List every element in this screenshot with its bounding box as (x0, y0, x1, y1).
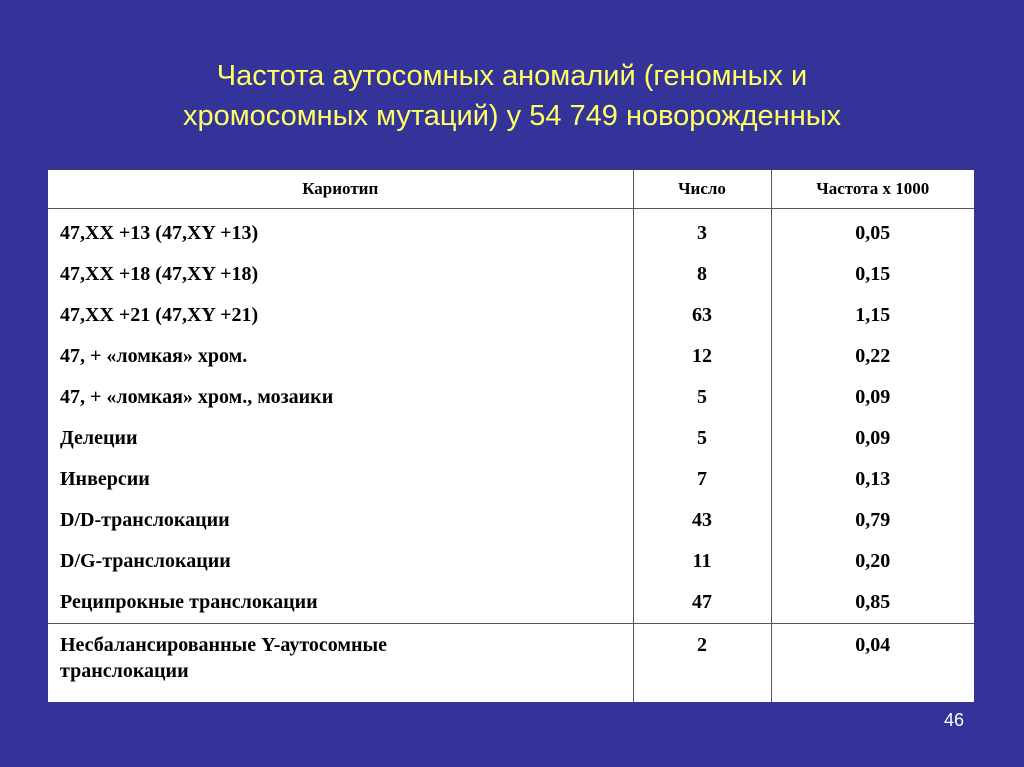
table-row (48, 209, 974, 255)
count-cell: 5 (633, 418, 771, 459)
table-body (48, 209, 974, 703)
count-cell: 12 (633, 336, 771, 377)
karyotype-cell: Делеции (48, 418, 633, 459)
table-row (48, 336, 974, 377)
count-cell: 11 (633, 541, 771, 582)
table-row (48, 254, 974, 295)
karyotype-cell: 47, + «ломкая» хром., мозаики (48, 377, 633, 418)
karyotype-table-container (48, 170, 974, 702)
table-header (48, 170, 974, 209)
header-frequency: Частота х 1000 (771, 170, 974, 209)
frequency-cell: 0,15 (855, 263, 891, 285)
frequency-cell: 0,09 (855, 427, 891, 449)
count-cell: 8 (633, 254, 771, 295)
frequency-cell: 0,22 (855, 345, 891, 367)
karyotype-cell: Несбалансированные Y-аутосомные транслокации (48, 624, 633, 703)
table-row (48, 541, 974, 582)
count-cell: 5 (633, 377, 771, 418)
table-header-row (48, 170, 974, 209)
count-cell: 2 (633, 624, 771, 703)
count-cell: 43 (633, 500, 771, 541)
karyotype-cell: 47,ХХ +13 (47,ХY +13) (48, 209, 633, 255)
table-row (48, 624, 974, 703)
table-row (48, 582, 974, 624)
count-cell: 3 (633, 209, 771, 255)
table-row (48, 500, 974, 541)
frequency-cell: 0,85 (855, 591, 891, 613)
table-row (48, 295, 974, 336)
karyotype-frequency-table (48, 170, 974, 702)
table-row (48, 418, 974, 459)
karyotype-cell: Реципрокные транслокации (48, 582, 633, 624)
karyotype-cell: 47, + «ломкая» хром. (48, 336, 633, 377)
karyotype-cell: D/G-транслокации (48, 541, 633, 582)
slide-title-line-1: Частота аутосомных аномалий (геномных и (216, 60, 808, 92)
slide-title (0, 56, 1024, 136)
karyotype-cell: 47,ХХ +21 (47,ХY +21) (48, 295, 633, 336)
frequency-cell: 1,15 (855, 304, 891, 326)
frequency-cell: 0,04 (771, 624, 974, 703)
karyotype-cell: Инверсии (48, 459, 633, 500)
table-row (48, 377, 974, 418)
frequency-cell: 0,05 (855, 222, 891, 244)
frequency-cell: 0,20 (855, 550, 891, 572)
frequency-cell: 0,09 (855, 386, 891, 408)
table-row (48, 459, 974, 500)
karyotype-cell: 47,ХХ +18 (47,ХY +18) (48, 254, 633, 295)
page-number: 46 (943, 710, 964, 730)
karyotype-cell: D/D-транслокации (48, 500, 633, 541)
header-karyotype: Кариотип (48, 170, 633, 209)
count-cell: 47 (633, 582, 771, 624)
frequency-cell: 0,13 (855, 468, 891, 490)
header-count: Число (633, 170, 771, 209)
slide-title-line-2: хромосомных мутаций) у 54 749 новорожденных (182, 100, 842, 132)
count-cell: 63 (633, 295, 771, 336)
count-cell: 7 (633, 459, 771, 500)
frequency-cell: 0,79 (855, 509, 891, 531)
